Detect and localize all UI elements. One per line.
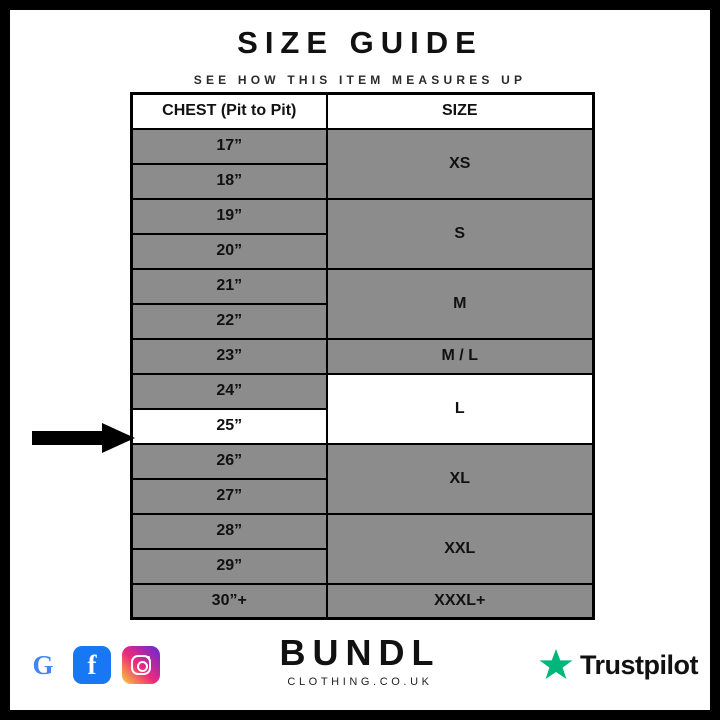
- trustpilot-badge[interactable]: [539, 648, 698, 682]
- footer: [10, 628, 710, 702]
- size-cell: XL: [327, 444, 594, 514]
- table-header-row: [132, 94, 594, 129]
- chest-cell: 20”: [132, 234, 327, 269]
- chest-cell: 18”: [132, 164, 327, 199]
- size-cell: XS: [327, 129, 594, 199]
- table-row: [132, 129, 594, 164]
- size-table: [130, 92, 595, 620]
- size-cell: S: [327, 199, 594, 269]
- size-cell: XXL: [327, 514, 594, 584]
- table-row: [132, 514, 594, 549]
- chest-cell: 19”: [132, 199, 327, 234]
- size-cell-selected: L: [327, 374, 594, 444]
- column-header-chest: CHEST (Pit to Pit): [132, 94, 327, 129]
- chest-cell: 26”: [132, 444, 327, 479]
- table-row: [132, 584, 594, 619]
- chest-cell: 24”: [132, 374, 327, 409]
- brand-name: BUNDL: [279, 632, 441, 673]
- column-header-size: SIZE: [327, 94, 594, 129]
- chest-cell: 23”: [132, 339, 327, 374]
- selected-size-arrow-icon: [32, 422, 136, 454]
- table-row: [132, 199, 594, 234]
- size-cell: M / L: [327, 339, 594, 374]
- trustpilot-star-icon: [539, 648, 573, 682]
- chest-cell: 27”: [132, 479, 327, 514]
- google-icon[interactable]: G: [24, 646, 62, 684]
- chest-cell: 29”: [132, 549, 327, 584]
- chest-cell-selected: 25”: [132, 409, 327, 444]
- size-table-wrapper: [130, 92, 592, 620]
- trustpilot-label: Trustpilot: [580, 649, 698, 680]
- facebook-icon[interactable]: f: [73, 646, 111, 684]
- table-row: [132, 339, 594, 374]
- chest-cell: 22”: [132, 304, 327, 339]
- page-title: SIZE GUIDE: [237, 25, 483, 60]
- size-cell: M: [327, 269, 594, 339]
- chest-cell: 30”+: [132, 584, 327, 619]
- table-row: [132, 444, 594, 479]
- size-guide-card: [10, 10, 710, 710]
- chest-cell: 17”: [132, 129, 327, 164]
- table-row-selected: [132, 374, 594, 409]
- brand-website: CLOTHING.CO.UK: [287, 676, 433, 688]
- size-cell: XXXL+: [327, 584, 594, 619]
- table-row: [132, 269, 594, 304]
- chest-cell: 28”: [132, 514, 327, 549]
- page-subtitle: SEE HOW THIS ITEM MEASURES UP: [193, 73, 527, 87]
- chest-cell: 21”: [132, 269, 327, 304]
